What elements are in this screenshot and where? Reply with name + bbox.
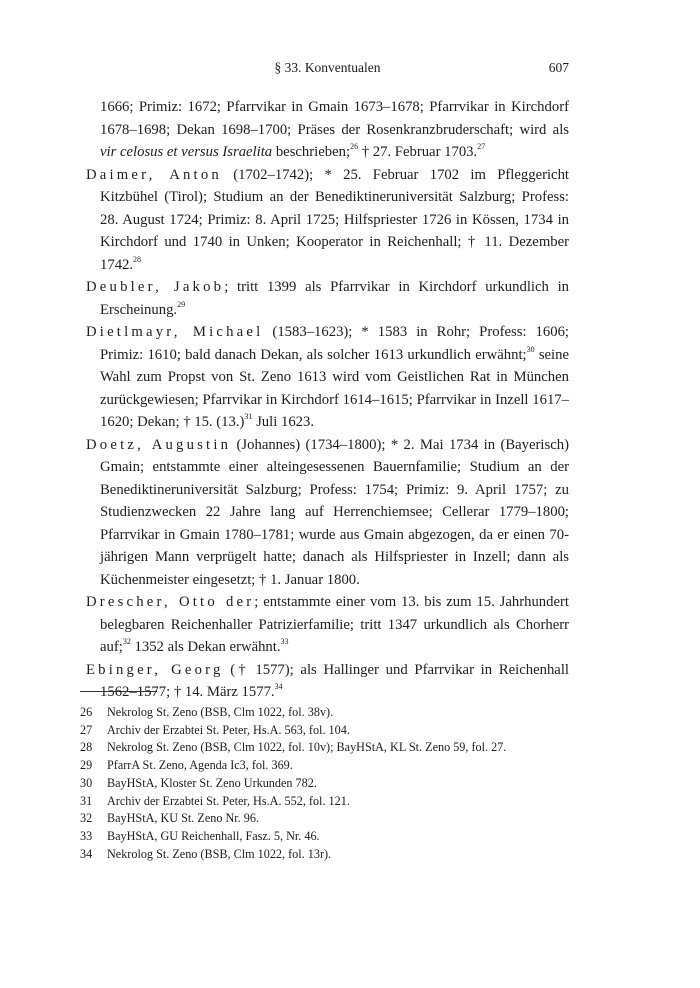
footnote [80,739,570,757]
footnote-text: BayHStA, KU St. Zeno Nr. 96. [107,811,260,826]
footnote-number: 34 [80,846,93,861]
footnote [80,775,570,793]
entry-ebinger [86,659,569,704]
footnote-divider [80,691,157,692]
footnote-text: Nekrolog St. Zeno (BSB, Clm 1022, fol. 13r). [107,846,332,861]
entry-name: Dietlmayr, Michael [86,324,264,340]
entry-drescher [86,591,569,659]
entry-text: † 27. Februar 1703. [358,144,478,160]
footnote-ref: 28 [133,254,142,264]
entry-deubler [86,276,569,321]
footnote [80,828,570,846]
footnote-ref: 26 [350,142,359,152]
page-number: 607 [548,60,569,75]
entry-text: (1702–1742); * 25. Februar 1702 im Pfleggericht Kitzbühel (Tirol); Studium an der Benediktineruniversität Salzburg; Profess: 28. August 1724; Primiz: 8. April 1725; Hilfspriester 1726 in Kössen, 1734 in Kirchdorf und 1740 in Unken; Kooperator in Reichenhall; † 11. Dezember 1742. [100,166,569,273]
footnote-number: 27 [80,722,93,737]
footnote-text: Archiv der Erzabtei St. Peter, Hs.A. 552, fol. 121. [107,793,350,808]
footnote-ref: 34 [274,682,283,692]
footnote-number: 30 [80,775,93,790]
entry-text: Juli 1623. [252,414,315,430]
running-header [86,60,569,80]
footnote-text: BayHStA, Kloster St. Zeno Urkunden 782. [107,775,317,790]
footnote [80,704,570,722]
footnote-list [80,704,570,863]
entry-text: seine Wahl zum Propst von St. Zeno 1613 wird vom Geistlichen Rat in München zurückgewiesen; Pfarrvikar in Kirchdorf 1614–1615; Pfarrvikar in Inzell 1617–1620; Dekan; † 15. (13.) [100,346,569,430]
entry-text: 1666; Primiz: 1672; Pfarrvikar in Gmain 1673–1678; Pfarrvikar in Kirchdorf 1678–1698; Dekan 1698–1700; Präses der Rosenkranzbruderschaft; wird als [100,99,569,138]
footnote-text: Nekrolog St. Zeno (BSB, Clm 1022, fol. 38v). [107,705,334,719]
footnote-ref: 33 [280,637,289,647]
entry-name: Doetz, Augustin [86,436,232,453]
entry-text: beschrieben; [272,144,351,160]
footnote-number: 28 [80,740,93,755]
entry-doetz [86,434,569,592]
footnote-ref: 27 [477,142,486,152]
footnote-number: 31 [80,793,93,808]
entry-name: Daimer, Anton [86,166,222,183]
entry-list [86,96,569,704]
footnote [80,846,570,864]
footnote [80,757,570,775]
footnote-number: 26 [80,705,93,719]
entry-italic-quote: vir celosus et versus Israelita [100,144,273,160]
footnote-number: 32 [80,811,93,826]
entry-text: 1352 als Dekan erwähnt. [130,639,281,655]
entry-name: Ebinger, Georg [86,661,224,678]
entry-name: Drescher, Otto der [86,594,255,610]
entry-daimer [86,164,569,277]
entry-text: ; entstammte einer vom 13. bis zum 15. Jahrhundert belegbaren Reichenhaller Patrizierfamilie; tritt 1347 urkundlich als Chorherr auf; [100,594,569,655]
footnote-text: Nekrolog St. Zeno (BSB, Clm 1022, fol. 10v); BayHStA, KL St. Zeno 59, fol. 27. [107,740,507,755]
running-title: § 33. Konventualen [274,60,381,75]
entry-name: Deubler, Jakob [86,279,225,295]
footnote-text: Archiv der Erzabtei St. Peter, Hs.A. 563, fol. 104. [107,722,350,737]
footnote [80,810,570,828]
footnote-text: PfarrA St. Zeno, Agenda Ic3, fol. 369. [107,758,293,773]
entry-dietlmayr [86,321,569,434]
footnote [80,722,570,740]
footnote-text: BayHStA, GU Reichenhall, Fasz. 5, Nr. 46. [107,828,320,843]
entry-text: (Johannes) (1734–1800); * 2. Mai 1734 in (Bayerisch) Gmain; entstammte einer alteingesessenen Bauernfamilie; Studium an der Benediktineruniversität Salzburg; Profess: 1754; Primiz: 9. April 1757; zu Studienzwecken 22 Jahre lang auf Herrenchiemsee; Cellerar 1779–1800; Pfarrvikar in Gmain 1780–1781; wurde aus Gmain abgezogen, da er einen 70-jährigen Mann verprügelt hatte; danach als Hilfspriester in Inzell; dann als Küchenmeister eingesetzt; † 1. Januar 1800. [100,436,569,588]
footnote-ref: 29 [177,299,186,309]
footnote-ref: 30 [526,344,535,354]
footnote-ref: 31 [244,412,253,422]
footnote [80,793,570,811]
footnote-ref: 32 [122,637,131,647]
footnote-number: 33 [80,828,93,843]
entry-text: († 1577); als Hallinger und Pfarrvikar in Reichenhall 1562–1577; † 14. März 1577. [100,661,569,700]
entry-text: (1583–1623); * 1583 in Rohr; Profess: 1606; Primiz: 1610; bald danach Dekan, als solcher 1613 urkundlich erwähnt; [100,324,569,363]
continued-entry [86,96,569,164]
entry-text: ; tritt 1399 als Pfarrvikar in Kirchdorf urkundlich in Erscheinung. [100,279,569,318]
footnote-number: 29 [80,758,93,773]
